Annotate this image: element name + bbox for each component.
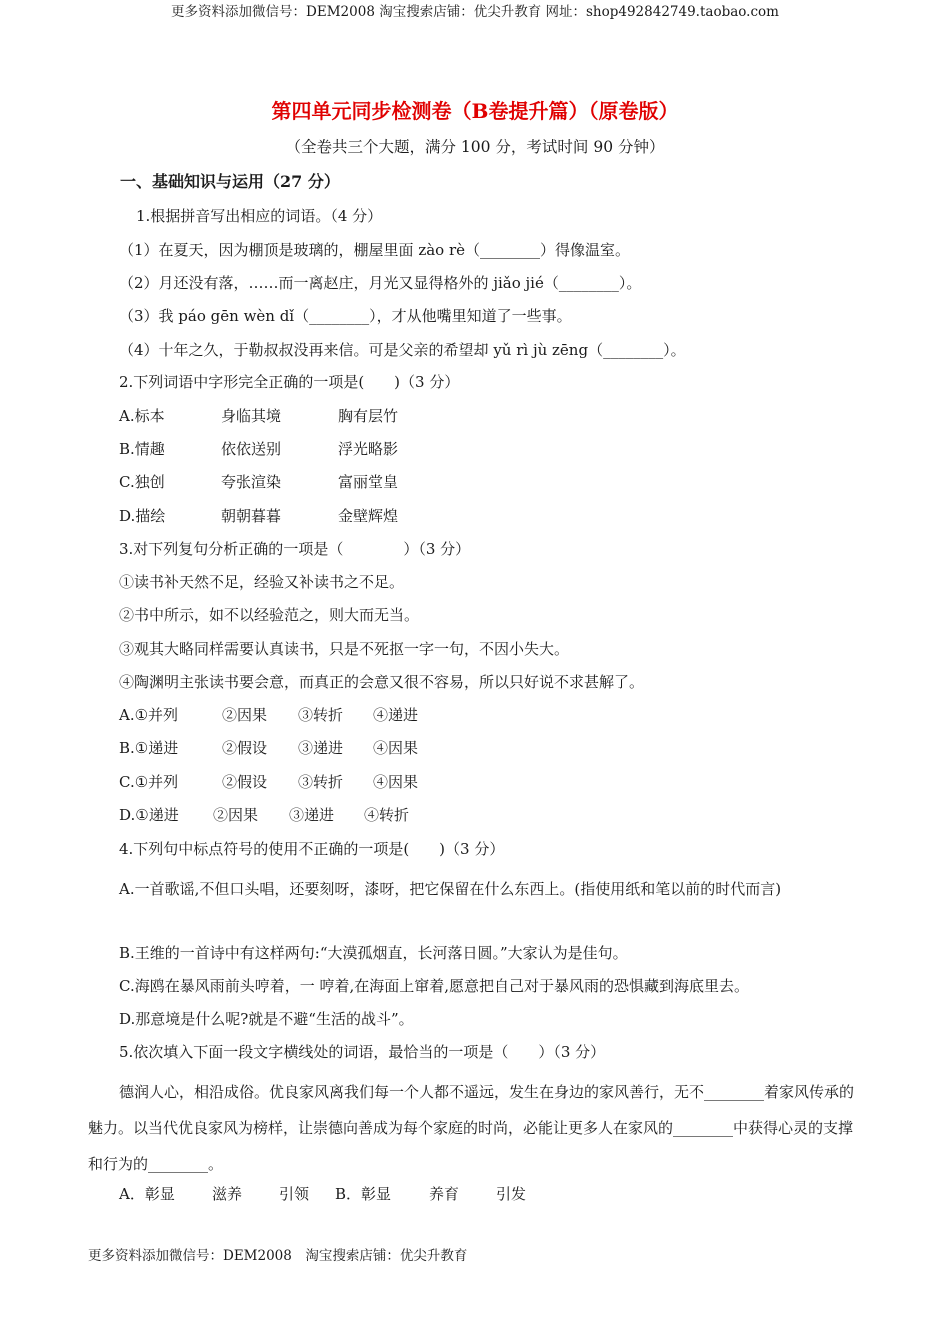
option-word: 身临其境	[221, 407, 282, 425]
question-3-sentence: ①读书补天然不足，经验又补读书之不足。	[119, 573, 405, 591]
question-3-option	[119, 771, 418, 793]
question-1-item: （2）月还没有落，……而一离赵庄，月光又显得格外的 jiǎo jié（________）。	[119, 274, 642, 292]
question-4-stem: 4.下列句中标点符号的使用不正确的一项是( )（3 分）	[119, 840, 505, 858]
page-footer: 更多资料添加微信号：DEM2008 淘宝搜索店铺：优尖升教育	[88, 1248, 468, 1264]
option-part: ③递进	[298, 739, 344, 757]
question-5-passage: 德润人心，相沿成俗。优良家风离我们每一个人都不遥远，发生在身边的家风善行，无不________着家风传承的魅力。以当代优良家风为榜样，让崇德向善成为每个家庭的时尚，必能让更多人在家风的________中获得心灵的支撑和行为的________。	[88, 1083, 855, 1173]
option-word: 引发	[496, 1185, 527, 1203]
option-part: ④递进	[373, 706, 419, 724]
option-word: 引领	[279, 1185, 310, 1203]
option-part: ②因果	[222, 706, 268, 724]
page-subtitle: （全卷共三个大题，满分 100 分，考试时间 90 分钟）	[285, 138, 665, 156]
question-5-options	[119, 1183, 526, 1205]
question-3-sentence: ④陶渊明主张读书要会意，而真正的会意又很不容易，所以只好说不求甚解了。	[119, 673, 645, 691]
question-3-stem: 3.对下列复句分析正确的一项是（ ）（3 分）	[119, 540, 471, 558]
option-word: 浮光略影	[338, 440, 399, 458]
option-part: C.①并列	[119, 773, 179, 791]
question-2-option	[119, 505, 398, 527]
option-label: A．彰显	[119, 1185, 175, 1203]
option-part: ②假设	[222, 739, 268, 757]
question-3-sentence: ②书中所示，如不以经验范之，则大而无当。	[119, 606, 420, 624]
question-1-item: （1）在夏天，因为棚顶是玻璃的，棚屋里面 zào rè（________）得像温室。	[119, 241, 631, 259]
option-part: ②假设	[222, 773, 268, 791]
option-part: ④因果	[373, 773, 419, 791]
option-word: 夸张渲染	[221, 473, 282, 491]
question-1-stem: 1.根据拼音写出相应的词语。（4 分）	[136, 207, 383, 225]
option-part: ③转折	[298, 773, 344, 791]
option-part: ④因果	[373, 739, 419, 757]
option-word: 金壁辉煌	[338, 507, 399, 525]
question-3-sentence: ③观其大略同样需要认真读书，只是不死抠一字一句，不因小失大。	[119, 640, 570, 658]
question-1-item: （3）我 páo gēn wèn dǐ（________），才从他嘴里知道了一些事。	[119, 307, 572, 325]
option-word: 朝朝暮暮	[221, 507, 282, 525]
option-part: ③转折	[298, 706, 344, 724]
option-part: B.①递进	[119, 739, 179, 757]
question-4-option-b: B.王维的一首诗中有这样两句:“大漠孤烟直，长河落日圆。”大家认为是佳句。	[119, 944, 628, 962]
question-3-option	[119, 737, 418, 759]
option-word: 胸有层竹	[338, 407, 399, 425]
option-label: B．彰显	[335, 1185, 392, 1203]
question-2-option	[119, 438, 398, 460]
option-label: A.标本	[119, 407, 165, 425]
page-title: 第四单元同步检测卷（B卷提升篇）（原卷版）	[271, 99, 679, 123]
question-1-item: （4）十年之久，于勒叔叔没再来信。可是父亲的希望却 yǔ rì jù zēng（________）。	[119, 341, 686, 359]
question-5-stem: 5.依次填入下面一段文字横线处的词语，最恰当的一项是（ ）（3 分）	[119, 1043, 606, 1061]
question-2-stem: 2.下列词语中字形完全正确的一项是( )（3 分）	[119, 373, 460, 391]
page-header: 更多资料添加微信号：DEM2008 淘宝搜索店铺：优尖升教育 网址：shop492842749.taobao.com	[171, 4, 779, 20]
option-word: 养育	[429, 1185, 460, 1203]
option-word: 富丽堂皇	[338, 473, 399, 491]
section-heading: 一、基础知识与运用（27 分）	[120, 172, 340, 191]
option-label: C.独创	[119, 473, 165, 491]
option-part: ④转折	[364, 806, 410, 824]
question-4-option-c: C.海鸥在暴风雨前头哼着，一 哼着,在海面上窜着,愿意把自己对于暴风雨的恐惧藏到海底里去。	[119, 977, 750, 995]
question-4-option-a: A.一首歌谣,不但口头唱，还要刻呀，漆呀，把它保留在什么东西上。(指使用纸和笔以前的时代而言)	[119, 880, 782, 898]
question-4-option-d: D.那意境是什么呢?就是不避“生活的战斗”。	[119, 1010, 414, 1028]
question-2-option	[119, 471, 398, 493]
question-3-option	[119, 704, 418, 726]
option-part: ③递进	[289, 806, 335, 824]
option-word: 依依送别	[221, 440, 282, 458]
question-2-option	[119, 405, 398, 427]
option-part: A.①并列	[119, 706, 179, 724]
option-word: 滋养	[212, 1185, 243, 1203]
option-part: ②因果	[213, 806, 259, 824]
question-3-option	[119, 804, 409, 826]
option-label: B.情趣	[119, 440, 165, 458]
option-part: D.①递进	[119, 806, 179, 824]
option-label: D.描绘	[119, 507, 166, 525]
